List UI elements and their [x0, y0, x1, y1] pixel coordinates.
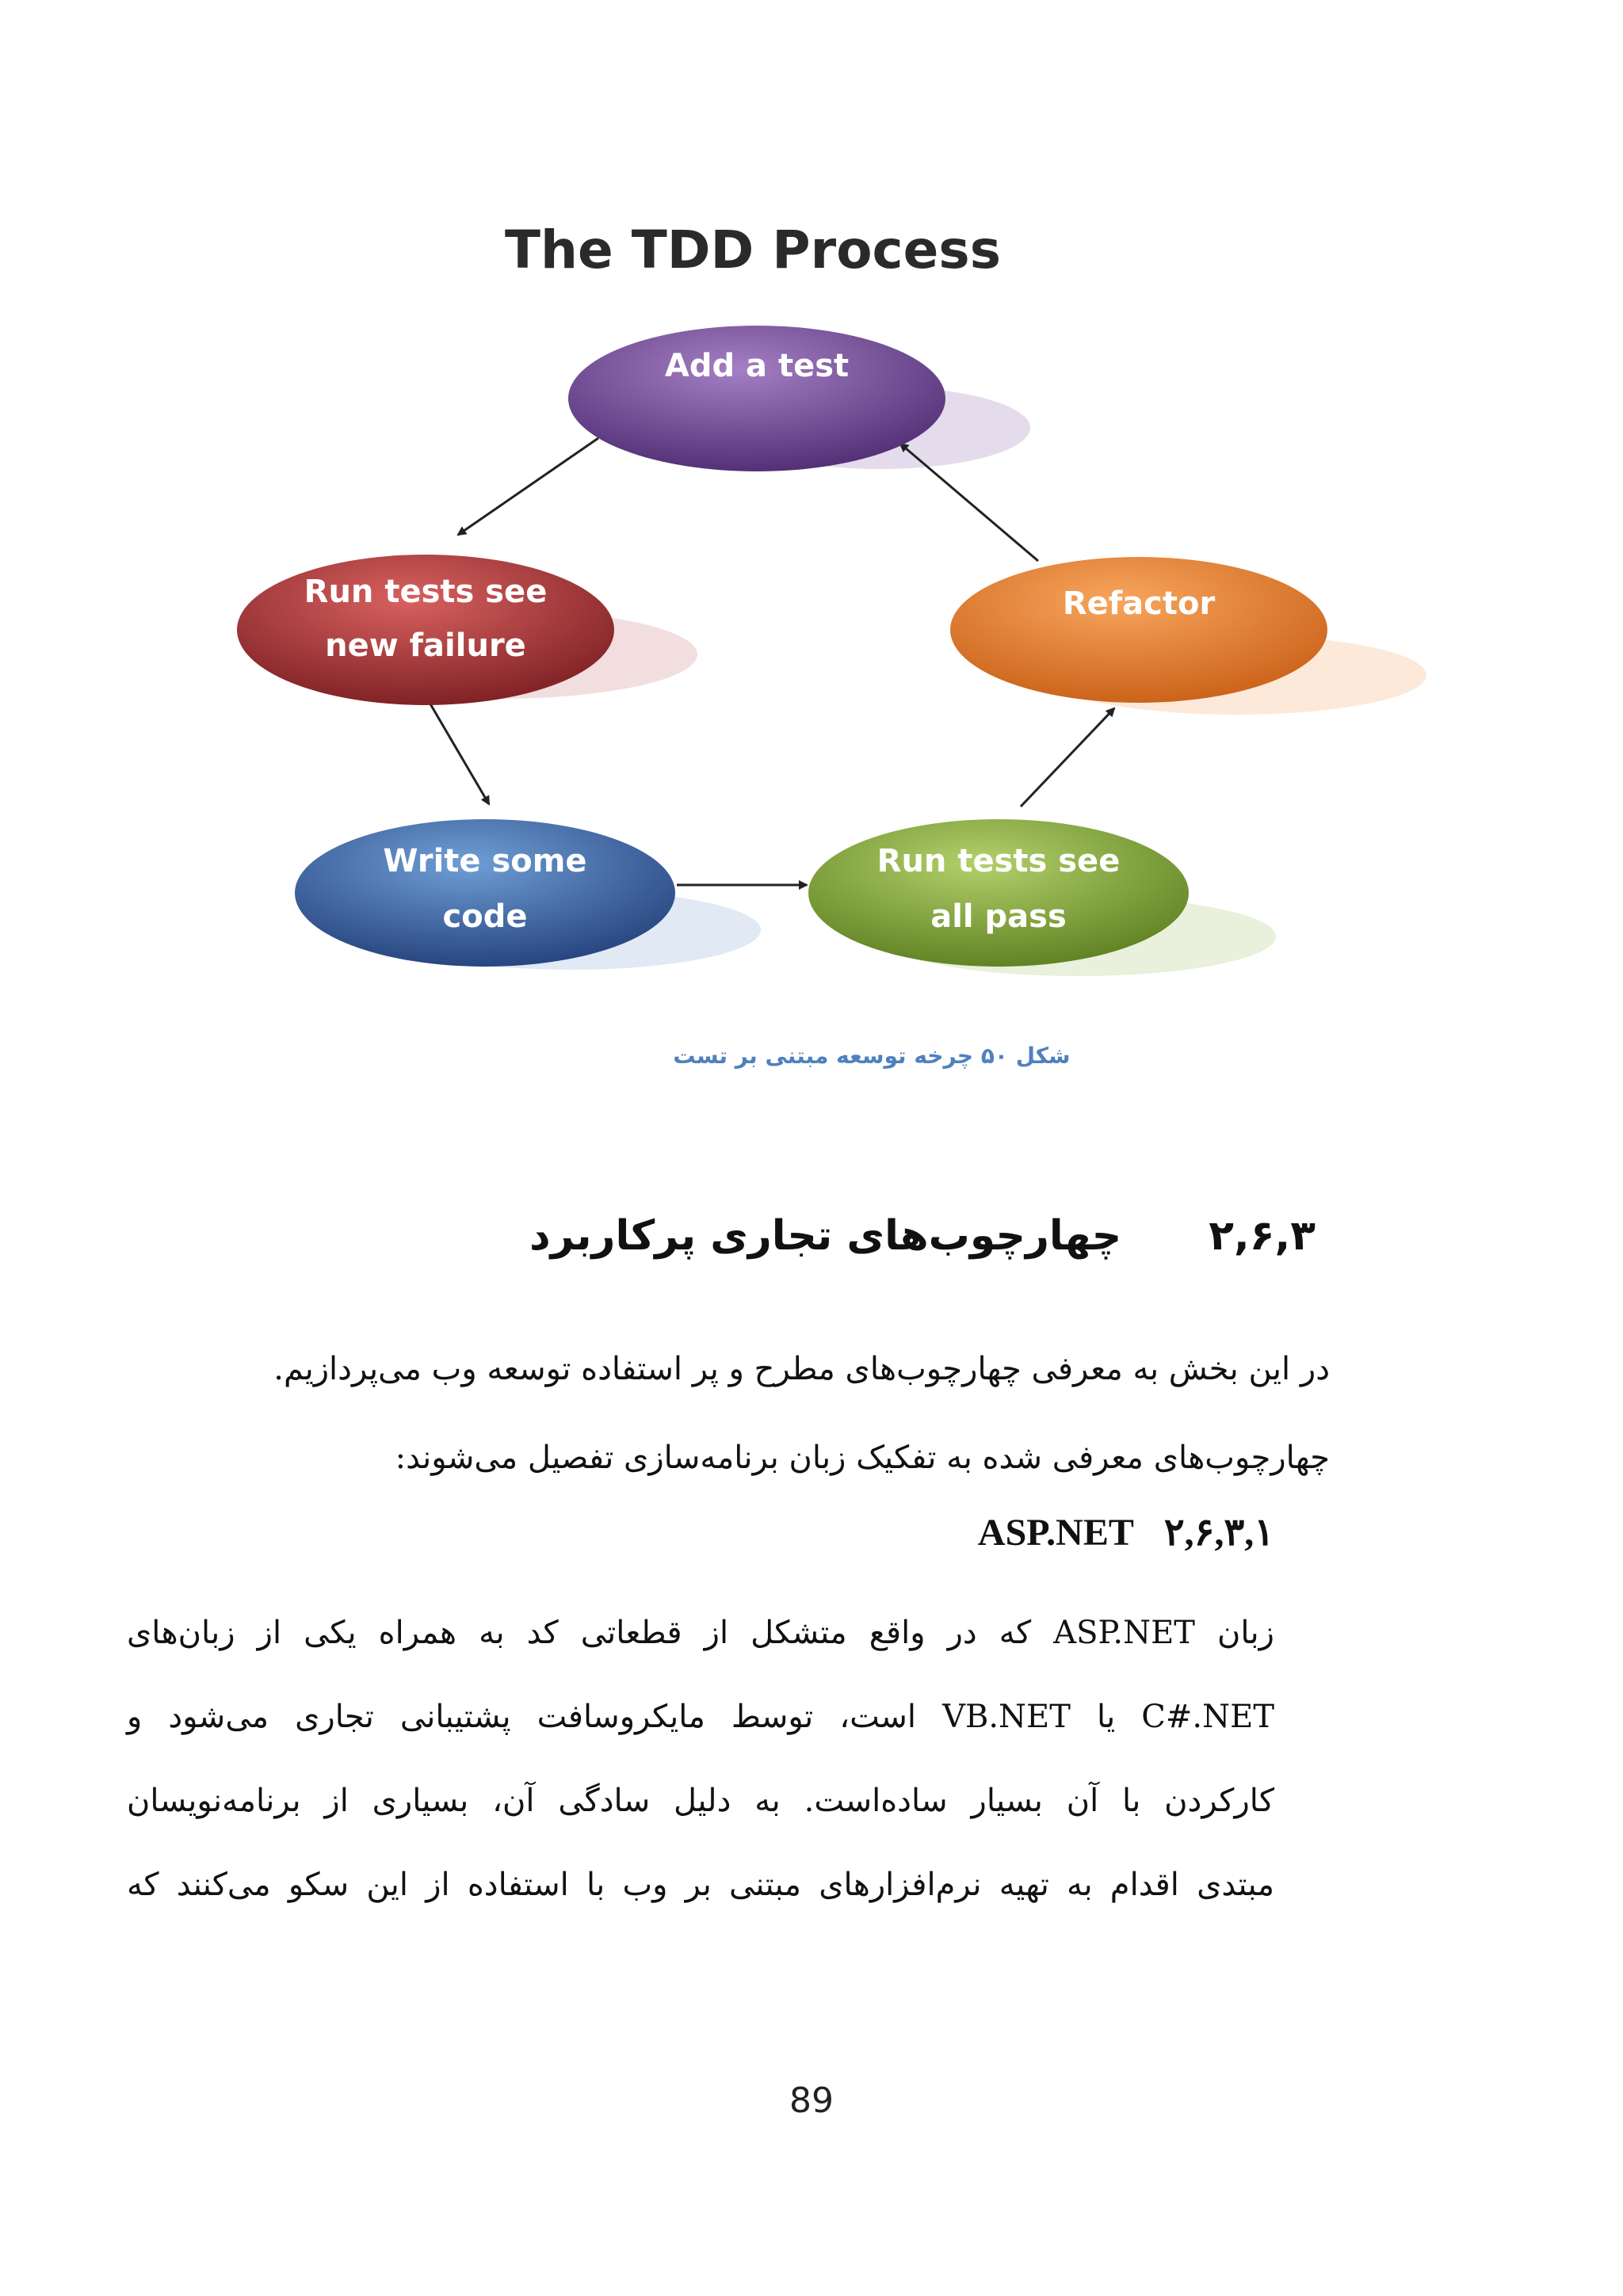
- page-number: 89: [789, 2081, 834, 2121]
- paragraph-line: چهارچوب‌های معرفی شده به تفکیک زبان برنامه‌سازی تفصیل می‌شوند:: [395, 1440, 1330, 1476]
- node-label: Refactor: [1062, 585, 1216, 622]
- section-heading: [529, 1212, 1316, 1260]
- subsection-title: ASP.NET: [977, 1512, 1134, 1554]
- arrow-pass-to-refactor: [1021, 708, 1114, 807]
- subsection-number: ۲,۶,۳,۱: [1163, 1512, 1274, 1554]
- paragraph-line: C#.NET یا VB.NET است، توسط مایکروسافت پشتیبانی تجاری می‌شود و: [127, 1699, 1275, 1735]
- node-label: Add a test: [664, 348, 850, 384]
- node-label: all pass: [930, 898, 1067, 935]
- arrow-add-to-fail: [458, 438, 598, 535]
- paragraph-line: در این بخش به معرفی چهارچوب‌های مطرح و پر استفاده توسعه وب می‌پردازیم.: [273, 1351, 1330, 1387]
- arrow-refactor-to-add: [900, 444, 1038, 561]
- node-label: Write some: [383, 843, 587, 879]
- section-title: چهارچوب‌های تجاری پرکاربرد: [529, 1212, 1122, 1260]
- diagram-title: The TDD Process: [504, 219, 1002, 280]
- node-run-tests-pass: [808, 819, 1189, 967]
- paragraph-line: کارکردن با آن بسیار ساده‌است. به دلیل سادگی آن، بسیاری از برنامه‌نویسان: [127, 1783, 1274, 1819]
- node-label: Run tests see: [304, 574, 548, 610]
- tdd-process-diagram: [0, 0, 1623, 1014]
- section-number: ۲,۶,۳: [1209, 1212, 1316, 1260]
- arrow-fail-to-write: [426, 697, 489, 804]
- subsection-body: [127, 1591, 1274, 1927]
- section-intro: [141, 1325, 1330, 1502]
- node-write-some-code: [295, 819, 675, 967]
- node-label: new failure: [325, 627, 526, 664]
- paragraph-line: زبان ASP.NET که در واقع متشکل از قطعاتی کد به همراه یکی از زبان‌های: [127, 1615, 1274, 1651]
- figure-caption: شکل ۵۰ چرخه توسعه مبتنی بر تست: [673, 1043, 1071, 1069]
- node-label: code: [442, 898, 528, 935]
- node-add-a-test: [568, 326, 945, 471]
- paragraph-line: مبتدی اقدام به تهیه نرم‌افزارهای مبتنی بر وب با استفاده از این سکو می‌کنند که: [127, 1867, 1274, 1903]
- node-run-tests-fail: [237, 555, 614, 705]
- node-refactor: [950, 557, 1327, 703]
- node-label: Run tests see: [876, 843, 1121, 879]
- subsection-heading: [978, 1510, 1274, 1554]
